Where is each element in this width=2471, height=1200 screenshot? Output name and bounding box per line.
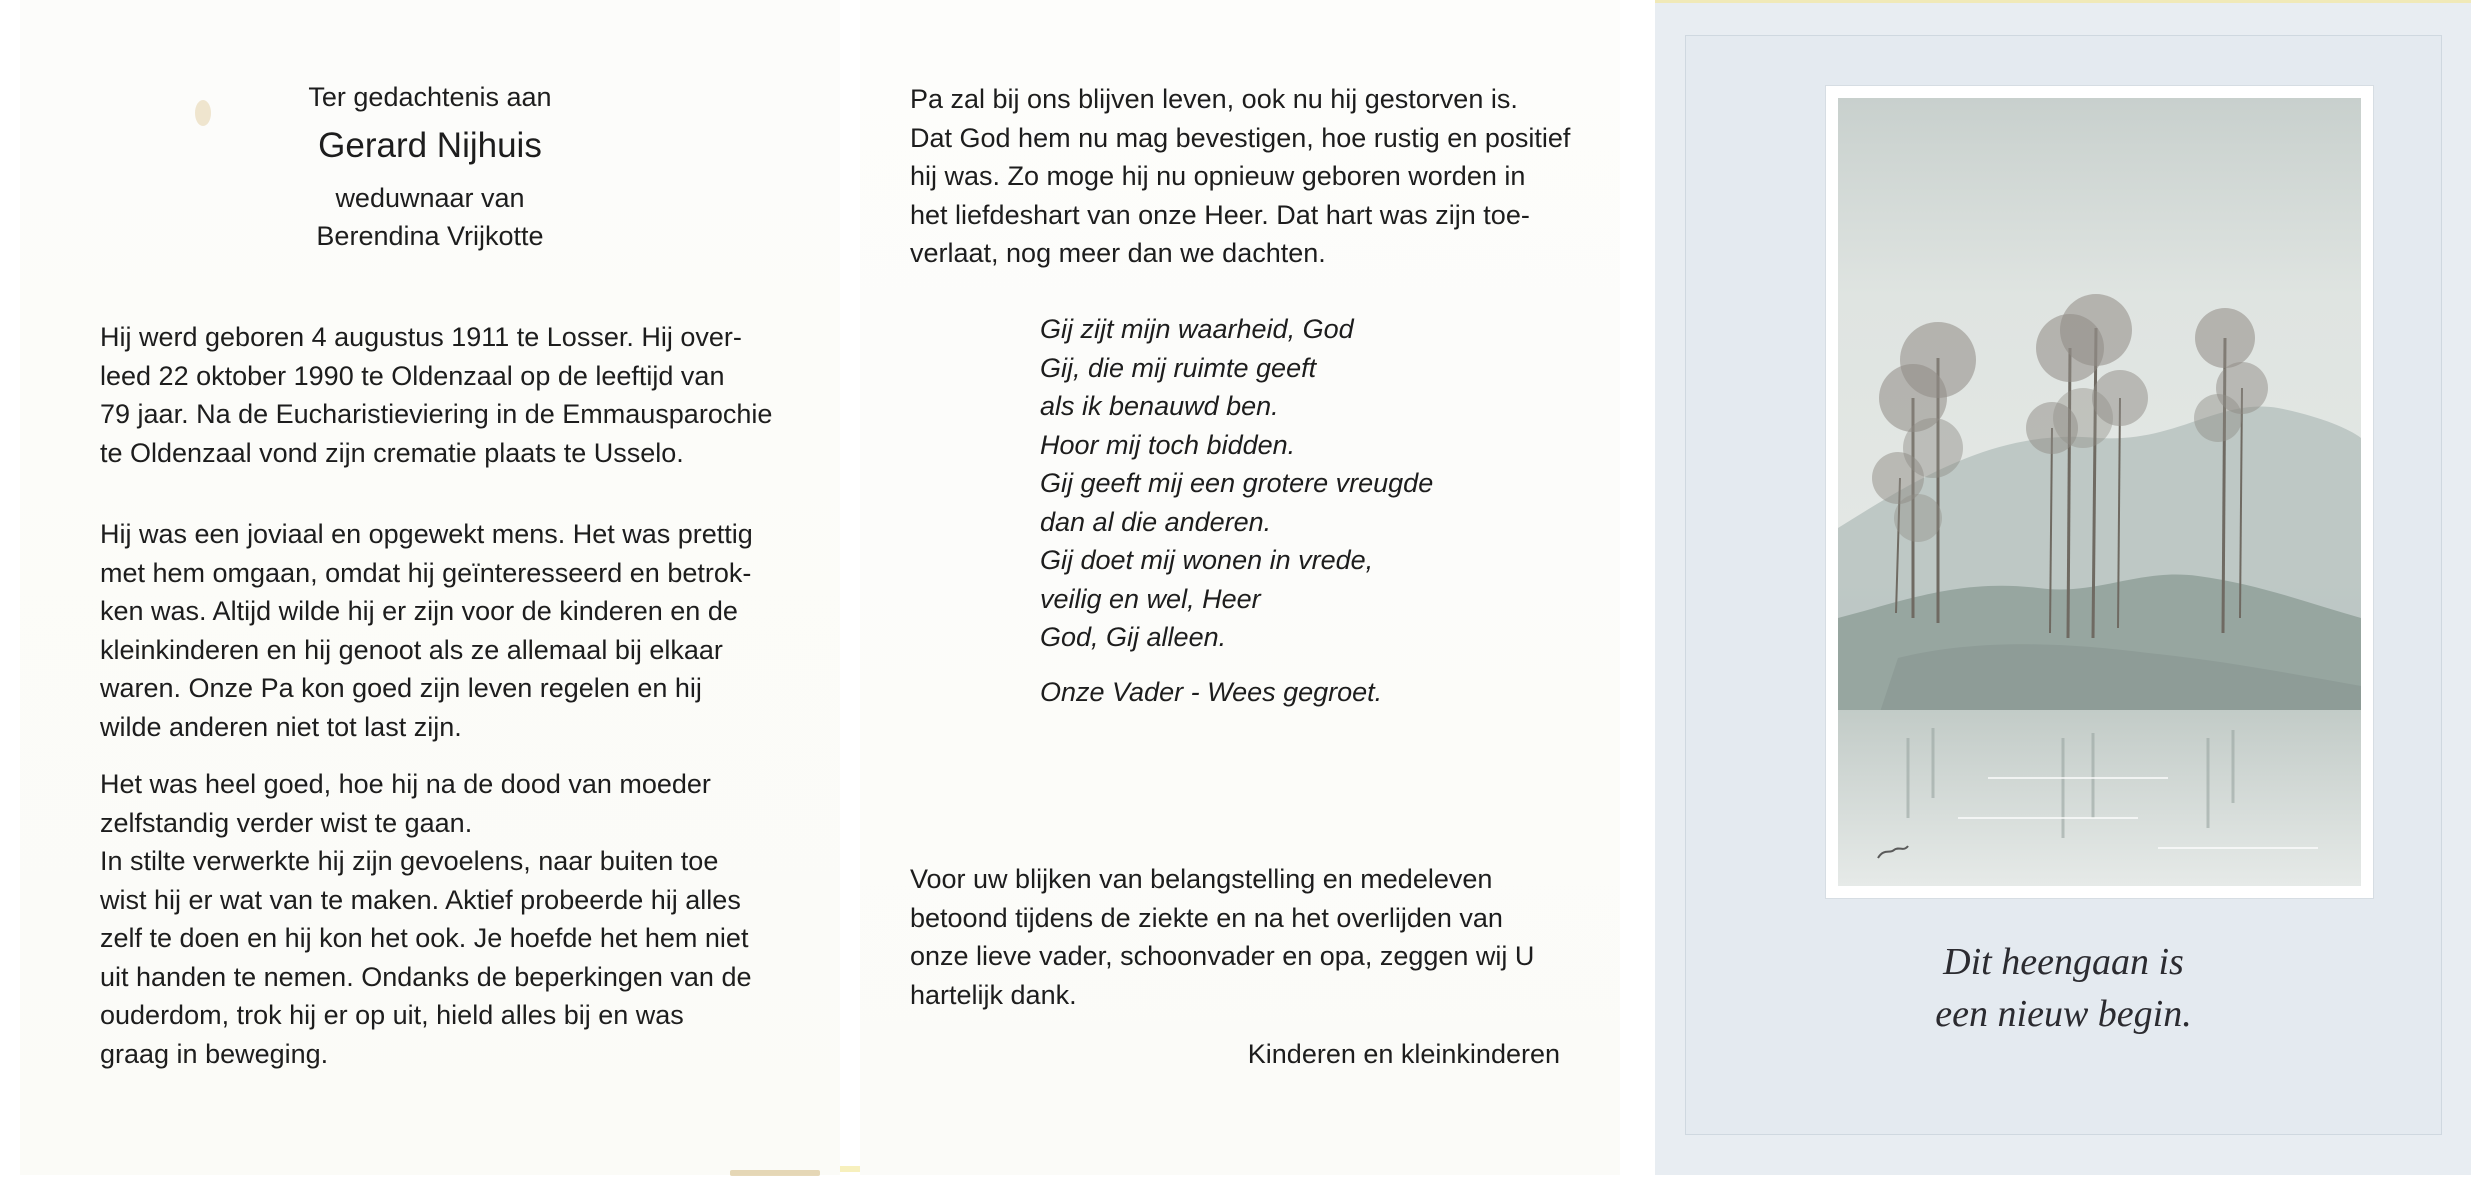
text-line: Dat God hem nu mag bevestigen, hoe rustig en positief — [910, 122, 1571, 153]
text-line: 79 jaar. Na de Eucharistieviering in de Emmausparochie — [100, 399, 773, 429]
text-line: leed 22 oktober 1990 te Oldenzaal op de leeftijd van — [100, 360, 725, 391]
text-line: verlaat, nog meer dan we dachten. — [910, 238, 1326, 268]
text-line: betoond tijdens de ziekte en na het overlijden van — [910, 902, 1503, 933]
front-verse — [1686, 936, 2441, 1040]
left-panel — [20, 0, 840, 1175]
poem-line: veilig en wel, Heer — [1040, 583, 1261, 614]
signature-line: Kinderen en kleinkinderen — [1247, 1039, 1560, 1069]
text-line: Pa zal bij ons blijven leven, ook nu hij gestorven is. — [910, 84, 1518, 114]
text-line: Voor uw blijken van belangstelling en medeleven — [910, 864, 1493, 894]
later-life-paragraph — [100, 765, 770, 1073]
text-line: waren. Onze Pa kon goed zijn leven regelen en hij — [100, 673, 702, 703]
reflection-paragraph — [910, 80, 1571, 273]
text-line: uit handen te nemen. Ondanks de beperkingen van de — [100, 961, 752, 992]
memorial-header — [20, 78, 840, 256]
thanks-paragraph — [910, 860, 1560, 1014]
poem-line: Gij, die mij ruimte geeft — [1040, 352, 1317, 383]
text-line: zelf te doen en hij kon het ook. Je hoefde het hem niet — [100, 923, 749, 953]
widower-line: weduwnaar van — [335, 182, 525, 213]
deceased-name: Gerard Nijhuis — [318, 125, 542, 165]
spouse-name: Berendina Vrijkotte — [316, 221, 544, 251]
text-line: graag in beweging. — [100, 1038, 329, 1069]
text-line: Hij werd geboren 4 augustus 1911 te Losser. Hij over- — [100, 322, 742, 352]
text-line: wilde anderen niet tot last zijn. — [100, 711, 462, 742]
biography-paragraph — [100, 318, 773, 472]
text-line: zelfstandig verder wist te gaan. — [100, 807, 473, 838]
landscape-painting — [1838, 98, 2361, 886]
verse-line: Dit heengaan is — [1943, 941, 2184, 983]
text-line: hartelijk dank. — [910, 979, 1077, 1010]
text-line: met hem omgaan, omdat hij geïnteresseerd en betrok- — [100, 557, 752, 588]
text-line: Het was heel goed, hoe hij na de dood van moeder — [100, 769, 711, 799]
intro-line: Ter gedachtenis aan — [308, 82, 552, 112]
poem-line: Gij zijt mijn waarheid, God — [1040, 314, 1354, 344]
poem-line: als ik benauwd ben. — [1040, 391, 1279, 421]
text-line: ken was. Altijd wilde hij er zijn voor de kinderen en de — [100, 596, 738, 626]
poem-line: Gij doet mij wonen in vrede, — [1040, 545, 1374, 575]
text-line: wist hij er wat van te maken. Aktief probeerde hij alles — [100, 884, 741, 915]
character-paragraph — [100, 515, 770, 746]
poem-line: Gij geeft mij een grotere vreugde — [1040, 468, 1434, 498]
text-line: onze lieve vader, schoonvader en opa, zeggen wij U — [910, 941, 1535, 971]
poem-line: God, Gij alleen. — [1040, 622, 1227, 652]
verse-line: een nieuw begin. — [1935, 993, 2192, 1035]
text-line: kleinkinderen en hij genoot als ze allemaal bij elkaar — [100, 634, 723, 665]
text-line: In stilte verwerkte hij zijn gevoelens, naar buiten toe — [100, 846, 719, 876]
middle-panel — [860, 0, 1620, 1175]
paper-stain — [730, 1170, 820, 1176]
front-panel — [1655, 0, 2471, 1175]
text-line: hij was. Zo moge hij nu opnieuw geboren worden in — [910, 161, 1526, 191]
poem-line: Hoor mij toch bidden. — [1040, 429, 1296, 460]
poem — [1040, 310, 1520, 711]
text-line: het liefdeshart van onze Heer. Dat hart was zijn toe- — [910, 199, 1530, 230]
signature — [910, 1035, 1560, 1074]
poem-line: dan al die anderen. — [1040, 506, 1272, 537]
prayers-line: Onze Vader - Wees gegroet. — [1040, 676, 1383, 707]
front-border — [1685, 35, 2442, 1135]
lake — [1838, 710, 2361, 886]
text-line: te Oldenzaal vond zijn crematie plaats te Usselo. — [100, 437, 684, 468]
text-line: ouderdom, trok hij er op uit, hield alles bij en was — [100, 1000, 684, 1030]
painting-frame — [1826, 86, 2373, 898]
text-line: Hij was een joviaal en opgewekt mens. Het was prettig — [100, 519, 753, 549]
